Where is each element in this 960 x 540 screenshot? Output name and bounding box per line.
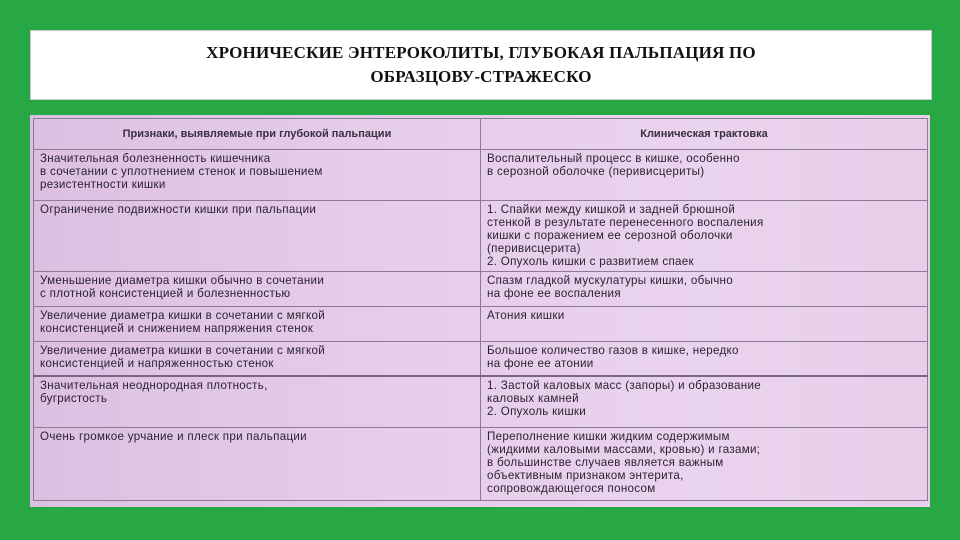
interpretation-cell: Большое количество газов в кишке, нередко на фоне ее атонии [481,342,928,377]
table-row [34,376,928,428]
table-row [34,272,928,307]
palpation-table [33,118,928,501]
sign-cell: Ограничение подвижности кишки при пальпации [34,201,481,272]
interpretation-cell: Воспалительный процесс в кишке, особенно в серозной оболочке (перивисцериты) [481,150,928,201]
sign-cell: Очень громкое урчание и плеск при пальпации [34,428,481,501]
table-row [34,307,928,342]
interpretation-cell: 1. Застой каловых масс (запоры) и образование каловых камней 2. Опухоль кишки [481,376,928,428]
interpretation-cell: 1. Спайки между кишкой и задней брюшной стенкой в результате перенесенного воспаления кишки с поражением ее серозной оболочки (перивисцерита) 2. Опухоль кишки с развитием спаек [481,201,928,272]
header-interpretation: Клиническая трактовка [481,119,928,150]
sign-cell: Значительная болезненность кишечника в сочетании с уплотнением стенок и повышением резистентности кишки [34,150,481,201]
table-row [34,201,928,272]
title-line-2: ОБРАЗЦОВУ-СТРАЖЕСКО [370,67,592,86]
table-image [30,115,930,507]
title-line-1: ХРОНИЧЕСКИЕ ЭНТЕРОКОЛИТЫ, ГЛУБОКАЯ ПАЛЬПАЦИЯ ПО [206,43,756,62]
table-row [34,428,928,501]
interpretation-cell: Переполнение кишки жидким содержимым (жидкими каловыми массами, кровью) и газами; в большинстве случаев является важным объективным признаком энтерита, сопровождающегося поносом [481,428,928,501]
table-header-row [34,119,928,150]
interpretation-cell: Спазм гладкой мускулатуры кишки, обычно на фоне ее воспаления [481,272,928,307]
interpretation-cell: Атония кишки [481,307,928,342]
sign-cell: Значительная неоднородная плотность, бугристость [34,376,481,428]
sign-cell: Уменьшение диаметра кишки обычно в сочетании с плотной консистенцией и болезненностью [34,272,481,307]
sign-cell: Увеличение диаметра кишки в сочетании с мягкой консистенцией и снижением напряжения стенок [34,307,481,342]
slide-title [30,30,932,100]
table-row [34,342,928,377]
table-row [34,150,928,201]
header-signs: Признаки, выявляемые при глубокой пальпации [34,119,481,150]
sign-cell: Увеличение диаметра кишки в сочетании с мягкой консистенцией и напряженностью стенок [34,342,481,377]
